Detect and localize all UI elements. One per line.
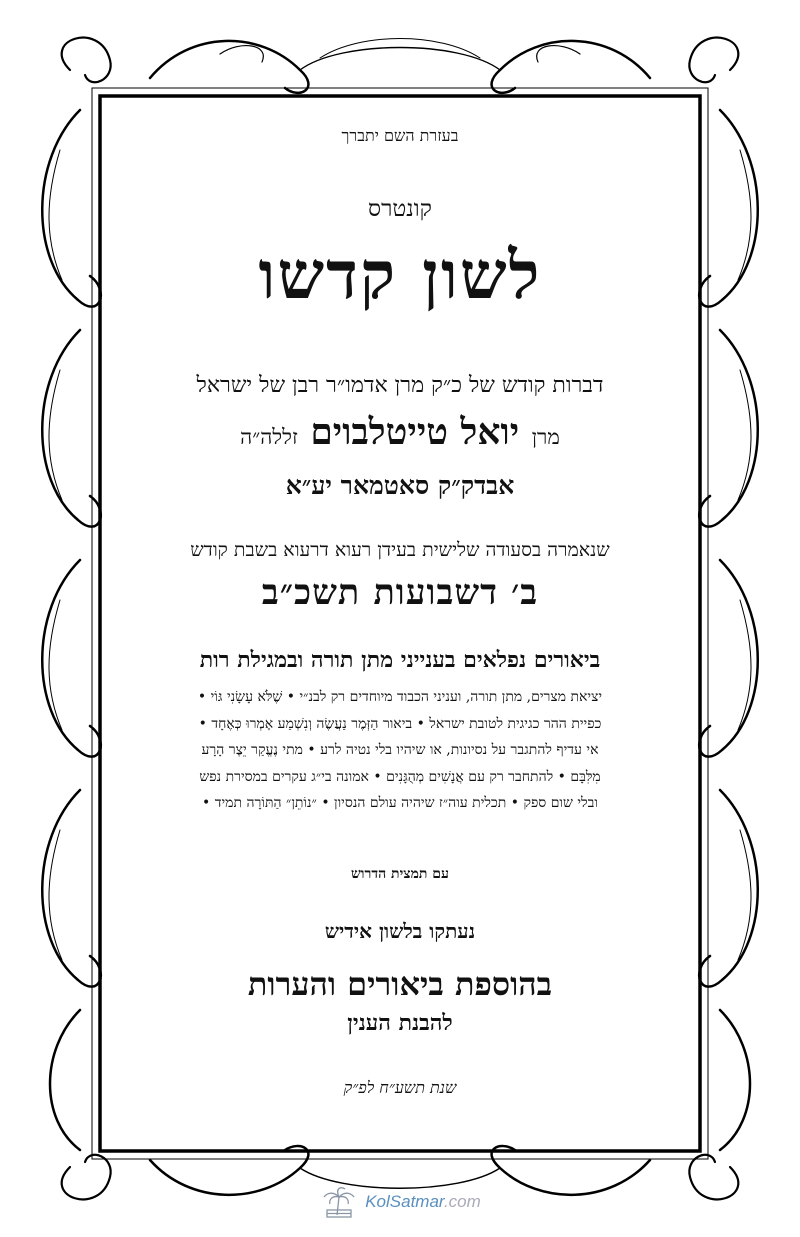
topics-line: כפיית ההר כגיגית לטובת ישראל • ביאור הַזְּמֶר נַעֲשֶׂה וְנִשְׁמַע אָמְרוּ כְּאֶחָד • (198, 715, 602, 732)
additions-heading: בהוספת ביאורים והערות (247, 965, 553, 1003)
title-page (118, 110, 682, 1120)
site-watermark (0, 1184, 800, 1220)
date-heading: ב׳ דשבועות תשכ״ב (261, 572, 539, 613)
summary-note: עם תמצית הדרוש (351, 866, 449, 882)
author-prefix: מרן (531, 425, 560, 449)
author-name: יואל טייטלבוים (310, 411, 520, 453)
site-name: KolSatmar.com (365, 1192, 481, 1211)
additions-subheading: להבנת הענין (347, 1010, 453, 1036)
subtitle-explanations: ביאורים נפלאים בענייני מתן תורה ובמגילת רות (199, 647, 601, 673)
topics-line: ובלי שום ספק • תכלית עוה״ז שיהיה עולם הנסיון • ״נוֹתֵן״ הַתּוֹרָה תמיד • (202, 795, 598, 812)
blessing-line: בעזרת השם יתברך (341, 126, 459, 145)
kuntres-label: קונטרס (368, 196, 432, 222)
palm-tree-book-icon (319, 1185, 359, 1219)
author-title: אבדק״ק סאטמאר יע״א (285, 471, 515, 500)
publication-year: שנת תשע״ח לפ״ק (343, 1078, 457, 1097)
author-description: דברות קודש של כ״ק מרן אדמו״ר רבן של ישראל (196, 373, 604, 398)
occasion-line: שנאמרה בסעודה שלישית בעידן רעוא דרעוא בשבת קודש (190, 539, 610, 561)
topics-line: אי עדיף להתגבר על נסיונות, או שיהיו בלי נטיה לרע • מתי נֶעֱקַר יֵצֶר הָרָע (201, 742, 599, 759)
book-title: לשון קדשו (258, 236, 542, 314)
topics-list (118, 684, 682, 817)
author-suffix: זללה״ה (240, 425, 298, 449)
topics-line: מִלִּבָּם • להתחבר רק עם אֲנָשִׁים מְהֻגָּנִים • אמונה בי״ג עקרים במסירת נפש (199, 768, 601, 785)
topics-line: יציאת מצרים, מתן תורה, ועניני הכבוד מיוחדים רק לבנ״י • שֶׁלֹּא עָשָׂנִי גּוֹי • (197, 689, 603, 705)
translation-note: נעתקו בלשון אידיש (324, 919, 476, 943)
author-name-line (118, 411, 682, 453)
